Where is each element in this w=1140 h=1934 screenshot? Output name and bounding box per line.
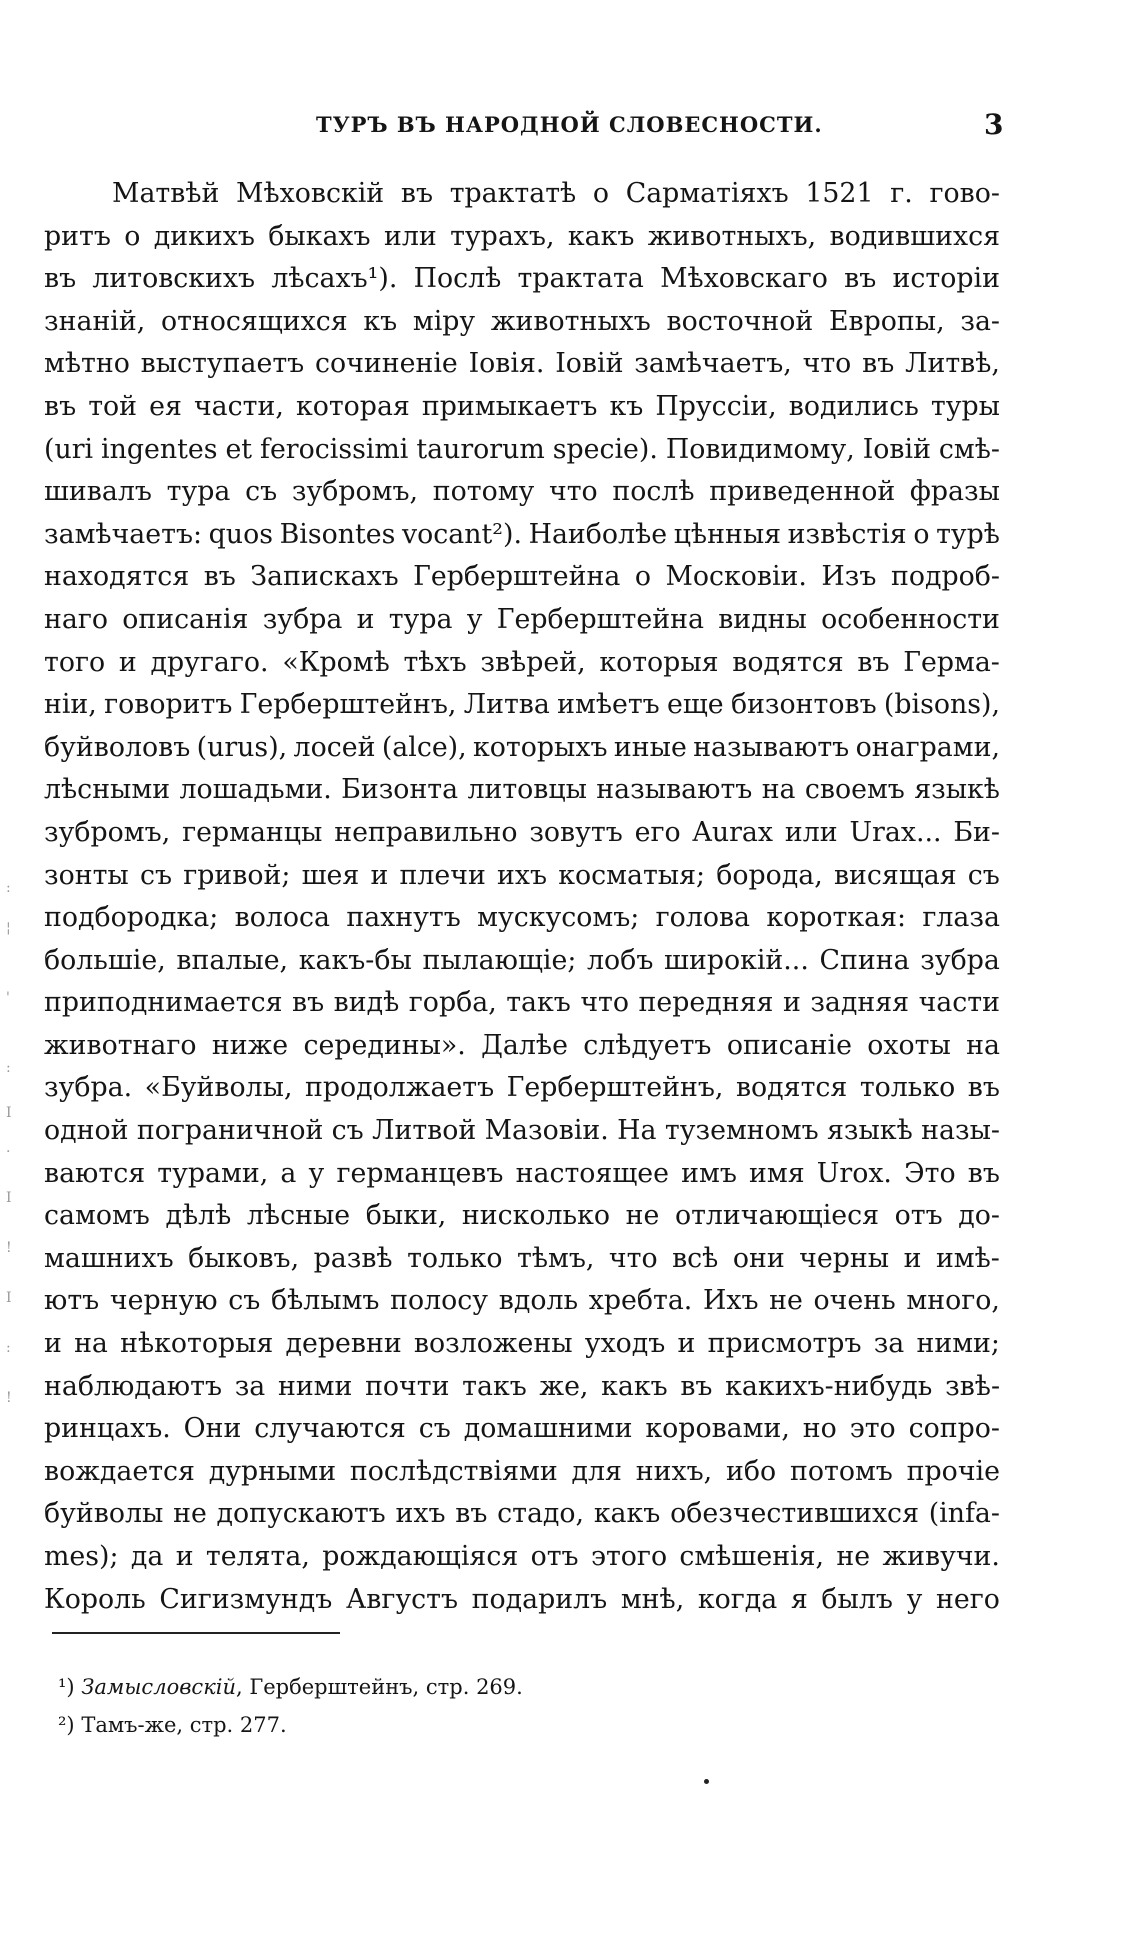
text-line: наблюдаютъ за ними почти такъ же, какъ въ какихъ-нибудь звѣ- <box>44 1370 1000 1402</box>
text-line: въ литовскихъ лѣсахъ¹). Послѣ трактата Мѣховскаго въ исторіи <box>44 263 1000 295</box>
text-line: ніи, говоритъ Герберштейнъ, Литва имѣетъ еще бизонтовъ (bisons), <box>44 689 1000 721</box>
footnotes <box>58 1668 523 1744</box>
ink-speck <box>704 1779 709 1784</box>
text-line: приподнимается въ видѣ горба, такъ что передняя и задняя части <box>44 987 1000 1019</box>
text-line: подбородка; волоса пахнутъ мускусомъ; голова короткая: глаза <box>44 902 1000 934</box>
text-line: животнаго ниже середины». Далѣе слѣдуетъ описаніе охоты на <box>44 1029 1000 1061</box>
footnote-1-text: , Герберштейнъ, стр. 269. <box>235 1675 523 1699</box>
text-line: находятся въ Запискахъ Герберштейна о Московіи. Изъ подроб- <box>44 561 1000 593</box>
text-line: Король Сигизмундъ Августъ подарилъ мнѣ, когда я былъ у него <box>44 1583 1000 1615</box>
text-line: того и другаго. «Кромѣ тѣхъ звѣрей, которыя водятся въ Герма- <box>44 646 1000 678</box>
text-line: ваются турами, а у германцевъ настоящее имъ имя Urox. Это въ <box>44 1157 1000 1189</box>
text-line: и на нѣкоторыя деревни возложены уходъ и присмотръ за ними; <box>44 1328 1000 1360</box>
text-line: машнихъ быковъ, развѣ только тѣмъ, что всѣ они черны и имѣ- <box>44 1242 1000 1274</box>
text-line: большіе, впалые, какъ-бы пылающіе; лобъ широкій... Спина зубра <box>44 944 1000 976</box>
text-line: ритъ о дикихъ быкахъ или турахъ, какъ животныхъ, водившихся <box>44 220 1000 252</box>
page-number: 3 <box>984 108 1004 141</box>
text-line: буйволовъ (urus), лосей (alce), которыхъ иные называютъ онаграми, <box>44 731 1000 763</box>
text-line: замѣчаетъ: quos Bisontes vocant²). Наиболѣе цѣнныя извѣстія о турѣ <box>44 518 1000 550</box>
text-line: шивалъ тура съ зубромъ, потому что послѣ приведенной фразы <box>44 476 1000 508</box>
footnote-1-marker: ¹) <box>58 1675 75 1699</box>
text-line: буйволы не допускаютъ ихъ въ стадо, какъ обезчестившихся (infa- <box>44 1498 1000 1530</box>
body-text <box>44 173 1000 1621</box>
footnote-2 <box>58 1706 523 1744</box>
text-line: въ той ея части, которая примыкаетъ къ Пруссіи, водились туры <box>44 390 1000 422</box>
text-line: ринцахъ. Они случаются съ домашними коровами, но это сопро- <box>44 1413 1000 1445</box>
text-line: знаній, относящихся къ міру животныхъ восточной Европы, за- <box>44 305 1000 337</box>
footnote-2-marker: ²) <box>58 1713 75 1737</box>
text-line: ютъ черную съ бѣлымъ полосу вдоль хребта. Ихъ не очень много, <box>44 1285 1000 1317</box>
text-line: одной пограничной съ Литвой Мазовіи. На туземномъ языкѣ назы- <box>44 1115 1000 1147</box>
footnote-1 <box>58 1668 523 1706</box>
footnote-1-author: Замысловскій <box>81 1675 236 1699</box>
text-line: наго описанія зубра и тура у Герберштейна видны особенности <box>44 603 1000 635</box>
text-line: (uri ingentes et ferocissimi taurorum specie). Повидимому, Іовій смѣ- <box>44 433 1000 465</box>
left-margin-bleed-marks: : ¦ ' : I . I ! I : ! <box>6 880 12 1406</box>
text-line: mes); да и телята, рождающіяся отъ этого смѣшенія, не живучи. <box>44 1541 1000 1572</box>
footnote-2-text: Тамъ-же, стр. 277. <box>81 1713 287 1737</box>
text-line: зубромъ, германцы неправильно зовутъ его Aurax или Urax... Би- <box>44 816 1000 848</box>
text-line: зубра. «Буйволы, продолжаетъ Герберштейнъ, водятся только въ <box>44 1072 1000 1104</box>
text-line: Матвѣй Мѣховскій въ трактатѣ о Сарматіяхъ 1521 г. гово- <box>112 178 1000 209</box>
footnote-separator <box>52 1632 340 1634</box>
text-line: зонты съ гривой; шея и плечи ихъ косматыя; борода, висящая съ <box>44 859 1000 891</box>
text-line: самомъ дѣлѣ лѣсные быки, нисколько не отличающіеся отъ до- <box>44 1200 1000 1232</box>
text-line: лѣсными лошадьми. Бизонта литовцы называютъ на своемъ языкѣ <box>44 774 1000 806</box>
text-line: мѣтно выступаетъ сочиненіе Іовія. Іовій замѣчаетъ, что въ Литвѣ, <box>44 348 1000 380</box>
running-title: ТУРЪ ВЪ НАРОДНОЙ СЛОВЕСНОСТИ. <box>316 112 823 137</box>
text-line: вождается дурными послѣдствіями для нихъ, ибо потомъ прочіе <box>44 1455 1000 1487</box>
